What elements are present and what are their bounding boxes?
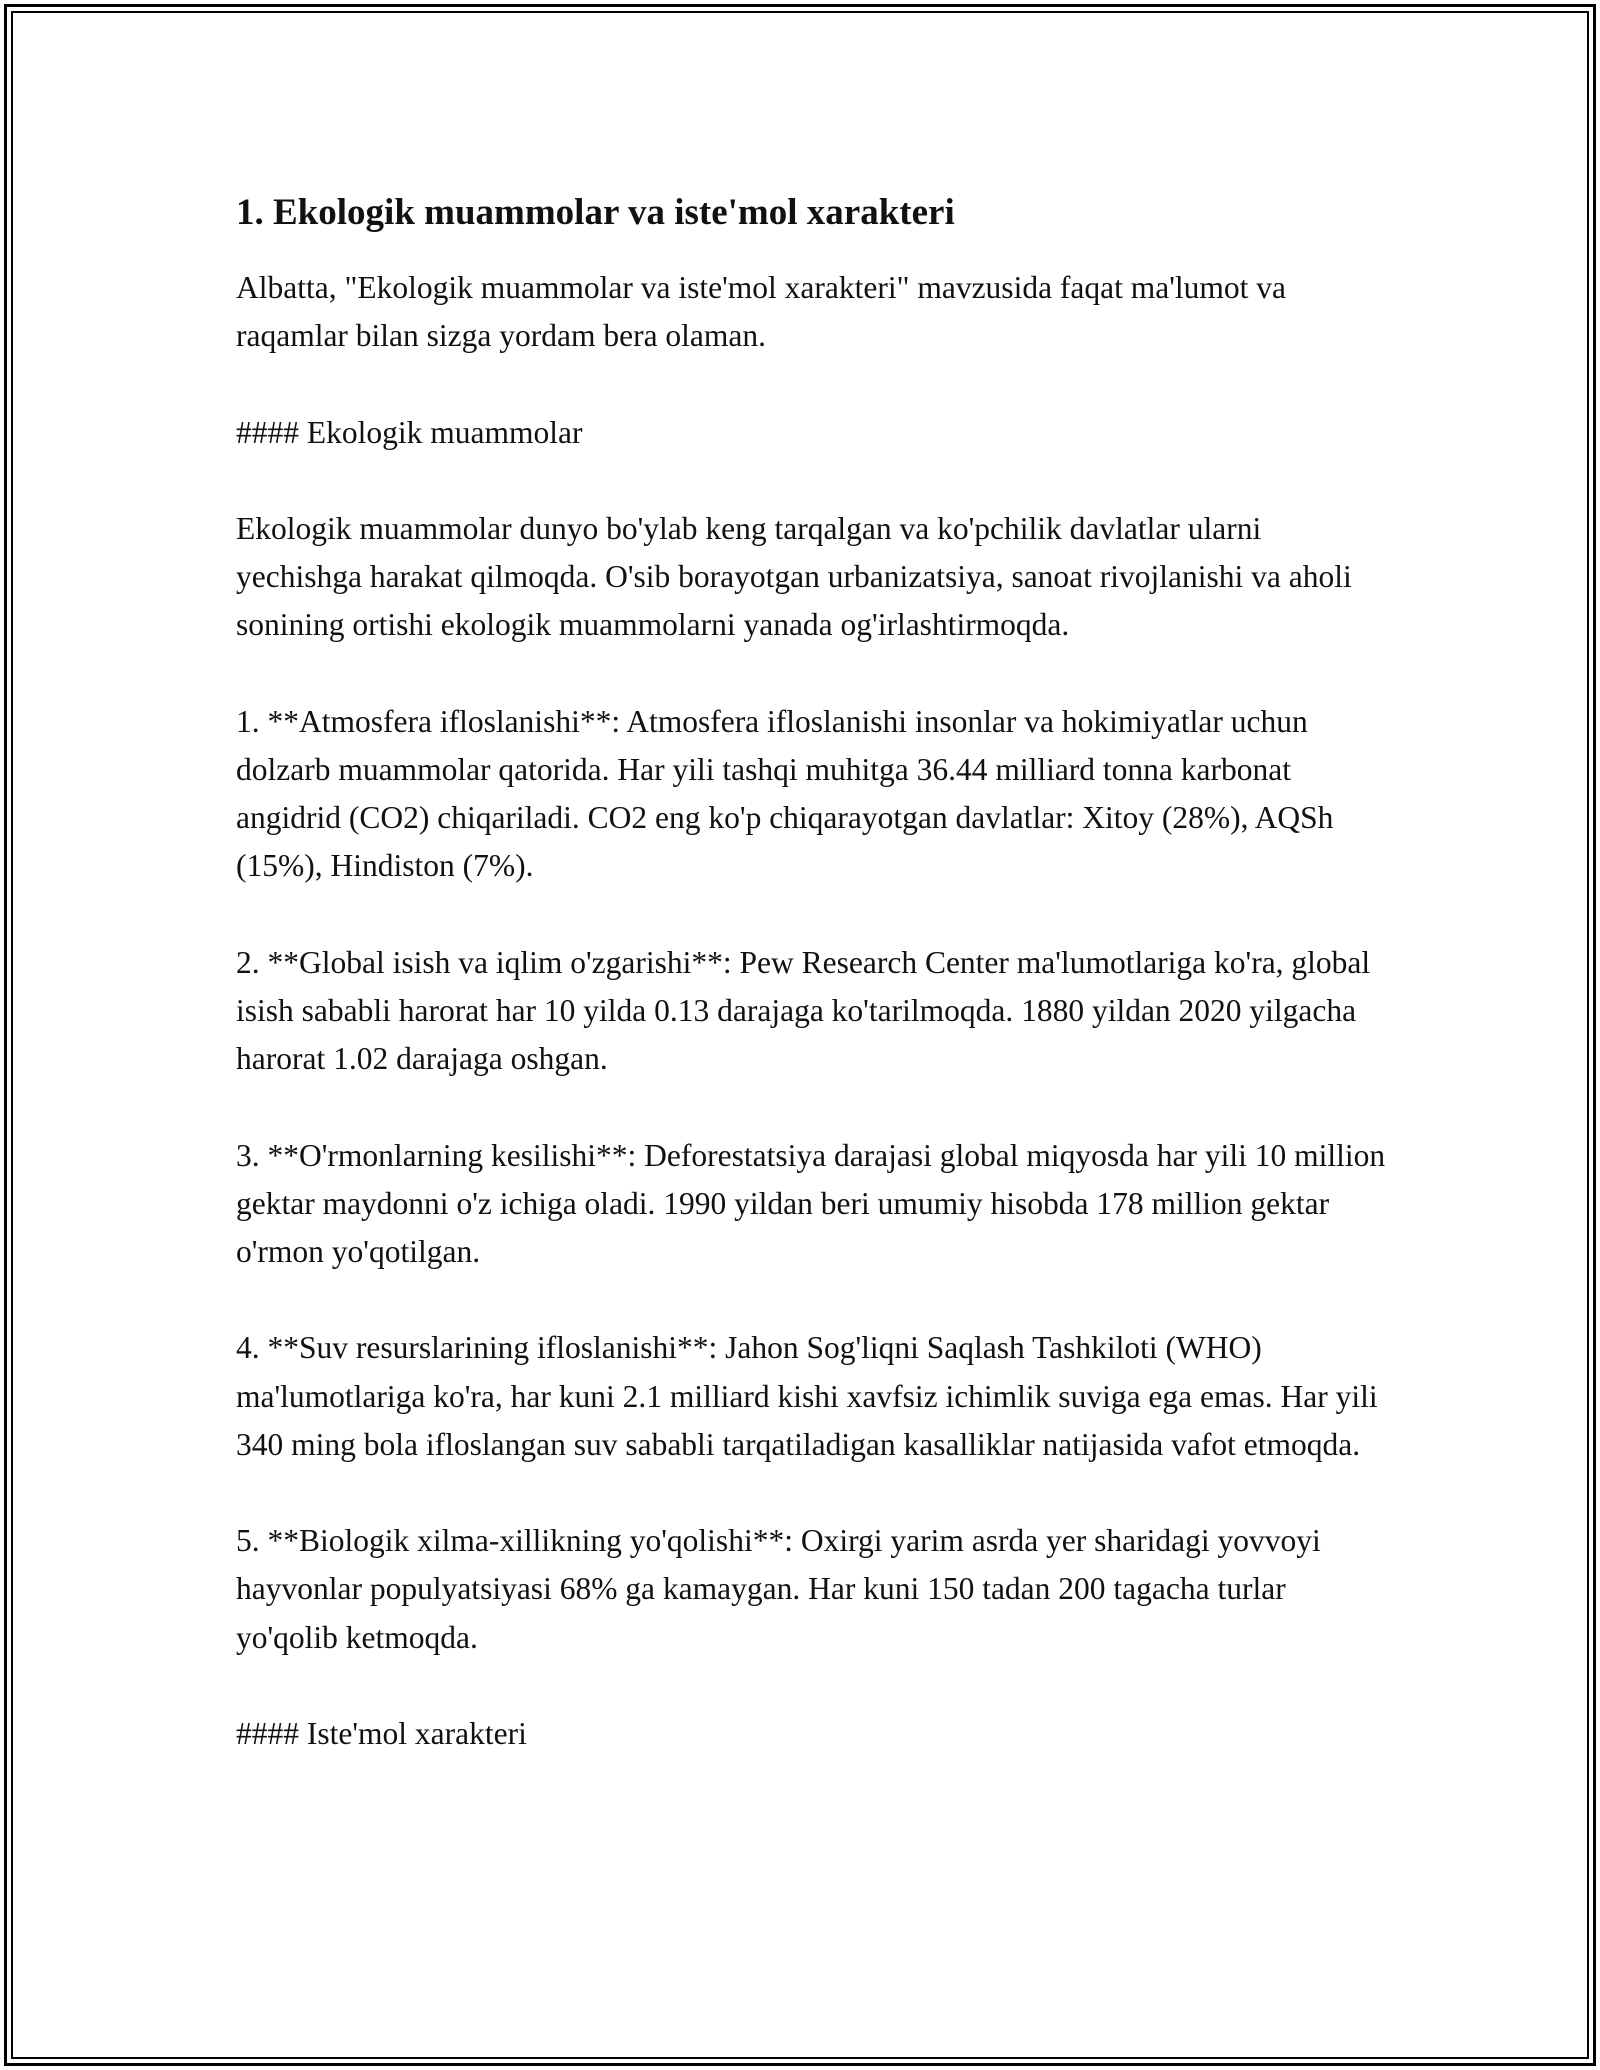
list-item-deforestation: 3. **O'rmonlarning kesilishi**: Deforestatsiya darajasi global miqyosda har yili 10 million gektar maydonni o'z ichiga oladi. 1990 yildan beri umumiy hisobda 178 million gektar o'rmon yo'qotilgan. (236, 1137, 1386, 1269)
document-body (236, 186, 1386, 1806)
section-heading-ecology: #### Ekologik muammolar (236, 414, 583, 450)
list-item-water-pollution: 4. **Suv resurslarining ifloslanishi**: Jahon Sog'liqni Saqlash Tashkiloti (WHO) ma'lumotlariga ko'ra, har kuni 2.1 milliard kishi xavfsiz ichimlik suviga ega emas. Har yili 340 ming bola ifloslangan suv sababli tarqatiladigan kasalliklar natijasida vafot etmoqda. (236, 1330, 1378, 1462)
document-title: 1. Ekologik muammolar va iste'mol xarakteri (236, 192, 955, 233)
list-item-global-warming: 2. **Global isish va iqlim o'zgarishi**: Pew Research Center ma'lumotlariga ko'ra, global isish sababli harorat har 10 yilda 0.13 darajaga ko'tarilmoqda. 1880 yildan 2020 yilgacha harorat 1.02 darajaga oshgan. (236, 944, 1371, 1077)
ecology-paragraph: Ekologik muammolar dunyo bo'ylab keng tarqalgan va ko'pchilik davlatlar ularni yechishga harakat qilmoqda. O'sib borayotgan urbanizatsiya, sanoat rivojlanishi va aholi sonining ortishi ekologik muammolarni yanada og'irlashtirmoqda. (236, 510, 1352, 643)
list-item-air-pollution: 1. **Atmosfera ifloslanishi**: Atmosfera ifloslanishi insonlar va hokimiyatlar uchun dolzarb muammolar qatorida. Har yili tashqi muhitga 36.44 milliard tonna karbonat angidrid (CO2) chiqariladi. CO2 eng ko'p chiqarayotgan davlatlar: Xitoy (28%), AQSh (15%), Hindiston (7%). (236, 703, 1334, 884)
list-item-biodiversity-loss: 5. **Biologik xilma-xillikning yo'qolishi**: Oxirgi yarim asrda yer sharidagi yovvoyi hayvonlar populyatsiyasi 68% ga kamaygan. Har kuni 150 tadan 200 tagacha turlar yo'qolib ketmoqda. (236, 1523, 1321, 1655)
section-heading-consumption: #### Iste'mol xarakteri (236, 1715, 527, 1751)
intro-paragraph: Albatta, "Ekologik muammolar va iste'mol xarakteri" mavzusida faqat ma'lumot va raqamlar bilan sizga yordam bera olaman. (236, 270, 1287, 354)
